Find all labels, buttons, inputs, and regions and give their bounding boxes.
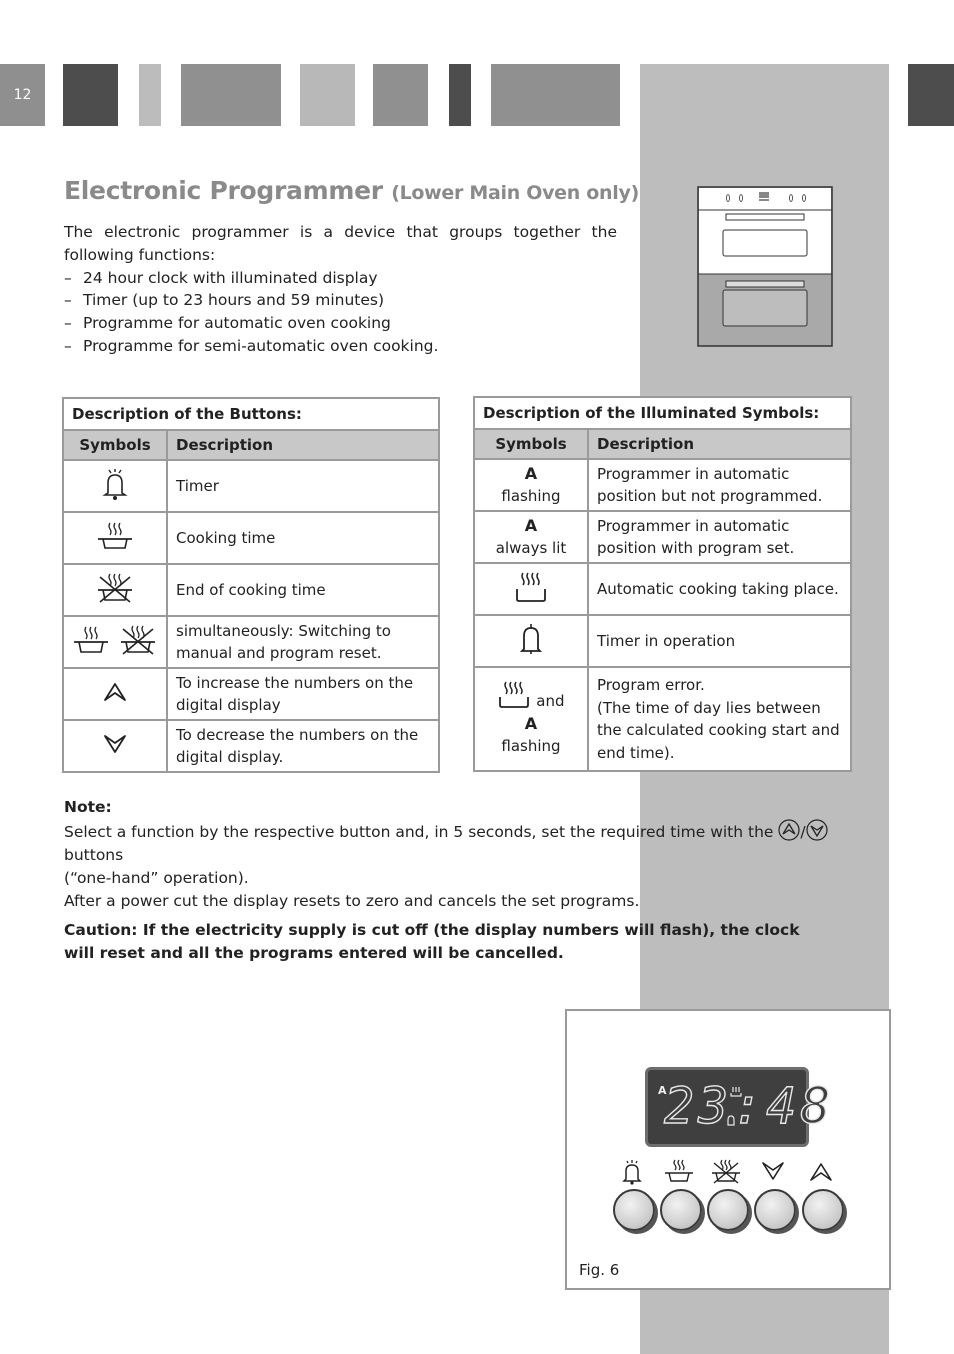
col-symbols: Symbols — [474, 429, 588, 459]
list-item: – Programme for semi-automatic oven cooking. — [64, 335, 617, 358]
down-arrow-icon — [758, 1159, 788, 1185]
header-block — [63, 64, 118, 126]
note-line: (“one-hand” operation). — [64, 869, 249, 887]
cooking-pan-icon — [514, 570, 548, 604]
header-block — [373, 64, 428, 126]
table-row — [63, 564, 439, 616]
header-block — [449, 64, 471, 126]
note-heading: Note: — [64, 798, 112, 816]
table-row — [63, 720, 439, 772]
col-description: Description — [588, 429, 851, 459]
note-line: After a power cut the display resets to zero and cancels the set programs. — [64, 892, 640, 910]
up-arrow-circle-icon — [778, 819, 800, 841]
table-row — [474, 615, 851, 667]
symbol-a: A — [524, 713, 538, 733]
note-section — [64, 796, 834, 965]
table-cell: Program error. (The time of day lies between the calculated cooking start and end time). — [588, 667, 851, 771]
table-row — [63, 512, 439, 564]
page-subtitle: (Lower Main Oven only) — [391, 182, 639, 204]
list-item: – 24 hour clock with illuminated display — [64, 267, 617, 290]
figure-caption: Fig. 6 — [579, 1261, 620, 1279]
down-arrow-circle-icon — [806, 819, 828, 841]
down-arrow-icon — [102, 732, 128, 756]
table-cell: End of cooking time — [167, 564, 439, 616]
table-row — [474, 459, 851, 511]
bell-icon — [617, 1159, 647, 1185]
table-cell: To decrease the numbers on the digital display. — [167, 720, 439, 772]
table-cell: simultaneously: Switching to manual and program reset. — [167, 616, 439, 668]
table-cell: Programmer in automatic position with program set. — [588, 511, 851, 563]
header-block — [139, 64, 161, 126]
pot-crossed-icon — [96, 571, 134, 605]
symbols-table-caption: Description of the Illuminated Symbols: — [474, 397, 851, 429]
figure-control-panel — [565, 1009, 891, 1290]
symbol-state: flashing — [501, 487, 561, 505]
increase-button[interactable] — [802, 1189, 844, 1231]
up-arrow-icon — [806, 1159, 836, 1185]
list-item: – Timer (up to 23 hours and 59 minutes) — [64, 289, 617, 312]
bell-icon — [100, 466, 130, 502]
page-title: Electronic Programmer (Lower Main Oven only) — [64, 176, 639, 205]
header-block — [908, 64, 954, 126]
bell-outline-icon — [518, 622, 544, 656]
symbol-state: flashing — [501, 737, 561, 756]
intro-paragraph: The electronic programmer is a device that groups together the following functions: — [64, 223, 617, 264]
oven-illustration — [697, 186, 834, 348]
decrease-button[interactable] — [754, 1189, 796, 1231]
symbol-state: always lit — [495, 539, 567, 557]
end-cooking-time-button[interactable] — [707, 1189, 749, 1231]
function-list — [64, 267, 617, 358]
timer-button[interactable] — [613, 1189, 655, 1231]
header-block — [300, 64, 355, 126]
page-number: 12 — [0, 64, 45, 126]
buttons-table-caption: Description of the Buttons: — [63, 398, 439, 430]
table-cell: Cooking time — [167, 512, 439, 564]
col-description: Description — [167, 430, 439, 460]
pot-and-crossed-pot-icon — [73, 623, 157, 657]
table-cell: To increase the numbers on the digital display — [167, 668, 439, 720]
display-bell-icon — [725, 1114, 737, 1128]
and-label: and — [536, 692, 565, 711]
col-symbols: Symbols — [63, 430, 167, 460]
pot-steam-icon — [96, 519, 134, 553]
table-row — [63, 460, 439, 512]
display-pan-icon — [729, 1086, 743, 1098]
note-line: Select a function by the respective button and, in 5 seconds, set the required time with the / buttons — [64, 819, 834, 867]
list-item: – Programme for automatic oven cooking — [64, 312, 617, 335]
up-arrow-icon — [102, 680, 128, 704]
table-row — [474, 667, 851, 771]
buttons-table — [62, 397, 440, 773]
table-row — [63, 668, 439, 720]
table-row — [474, 511, 851, 563]
header-block — [491, 64, 620, 126]
header-block — [181, 64, 281, 126]
table-cell: Timer — [167, 460, 439, 512]
table-cell: Timer in operation — [588, 615, 851, 667]
display-indicator: A — [658, 1084, 667, 1097]
table-cell: Automatic cooking taking place. — [588, 563, 851, 615]
caution-text: Caution: If the electricity supply is cut off (the display numbers will flash), the clock will reset and all the programs entered will be cancelled. — [64, 921, 800, 962]
table-row — [474, 563, 851, 615]
table-row — [63, 616, 439, 668]
symbols-table — [473, 396, 852, 772]
cooking-time-button[interactable] — [660, 1189, 702, 1231]
cooking-pan-icon — [497, 680, 531, 710]
intro-text — [64, 221, 617, 358]
symbol-a: A — [524, 515, 538, 535]
display-time: 23:48 — [664, 1077, 835, 1135]
pot-steam-icon — [664, 1159, 694, 1185]
symbol-a: A — [524, 463, 538, 483]
table-cell: Programmer in automatic position but not programmed. — [588, 459, 851, 511]
digital-display — [645, 1067, 835, 1147]
pot-crossed-icon — [711, 1159, 741, 1185]
